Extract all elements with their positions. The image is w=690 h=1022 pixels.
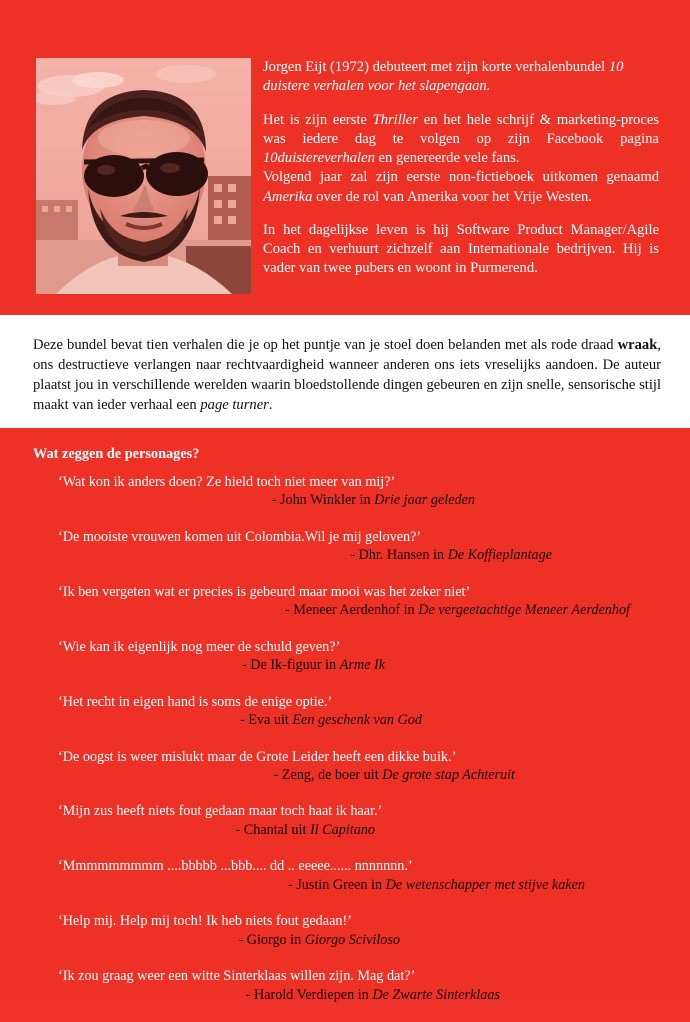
synopsis-part-b: , ons destructieve verlangen naar rechtvaardigheid wanneer anderen ons iets vreselijks aandoen. De auteur plaatst jou in verschillende werelden waarin bloedstollende dingen gebeuren en zijn snelle, sensorische stijl maakt van ieder verhaal een <box>33 337 661 414</box>
quote-story-title: Drie jaar geleden <box>374 492 475 509</box>
bio-p1-text: Jorgen Eijt (1972) debuteert met zijn korte verhalenbundel <box>263 59 609 75</box>
quote-attribution <box>0 546 690 564</box>
quote-attribution <box>0 876 690 894</box>
synopsis-part-a: Deze bundel bevat tien verhalen die je op het puntje van je stoel doen belanden met als rode draad <box>33 337 618 353</box>
quote-attribution <box>0 491 690 509</box>
author-bio <box>263 58 659 279</box>
quote-block <box>0 693 690 730</box>
bio-nonfiction-title: Amerika <box>263 188 313 205</box>
quote-text: ‘Ik zou graag weer een witte Sinterklaas willen zijn. Mag dat?’ <box>58 968 416 985</box>
quote-character-name: - Meneer Aerdenhof in <box>285 602 419 619</box>
quote-attribution <box>0 931 690 949</box>
quote-story-title: De wetenschapper met stijve kaken <box>385 876 585 893</box>
quote-text: ‘Ik ben vergeten wat er precies is gebeurd maar mooi was het zeker niet’ <box>58 583 471 600</box>
quote-block <box>0 473 690 510</box>
quotes-heading: Wat zeggen de personages? <box>33 446 200 462</box>
quote-story-title: De vergeetachtige Meneer Aerdenhof <box>418 602 630 619</box>
quote-attribution <box>0 711 690 729</box>
quote-block <box>0 802 690 839</box>
author-section <box>0 0 690 315</box>
quote-text: ‘Mmmmmmmmm ....bbbbb ...bbb.... dd .. eeeee...... nnnnnnn.’ <box>58 858 413 875</box>
quote-character-name: - John Winkler in <box>271 492 375 509</box>
synopsis-page-turner: page turner <box>200 397 269 414</box>
quote-attribution <box>0 986 690 1004</box>
quote-block <box>0 583 690 620</box>
quotes-list <box>0 473 690 1022</box>
quote-block <box>0 912 690 949</box>
synopsis-text <box>33 335 661 416</box>
quote-text: ‘Mijn zus heeft niets fout gedaan maar toch haat ik haar.’ <box>58 803 383 820</box>
quote-character-name: - Zeng, de boer uit <box>273 766 383 783</box>
quote-block <box>0 528 690 565</box>
bio-paragraph-3: In het dagelijkse leven is hij Software Product Manager/Agile Coach en verhuurt zichzelf aan Internationale bedrijven. Hij is vader van twee pubers en woont in Purmerend. <box>263 221 659 277</box>
quote-story-title: De Zwarte Sinterklaas <box>372 986 500 1003</box>
quote-text: ‘Wat kon ik anders doen? Ze hield toch niet meer van mij?’ <box>58 474 396 490</box>
character-quotes-section <box>0 428 690 1003</box>
bio-paragraph-1 <box>263 58 659 97</box>
bio-p2-text-c: en genereerde vele fans. <box>374 150 520 166</box>
quote-story-title: Een geschenk van God <box>292 712 422 729</box>
quote-text: ‘De mooiste vrouwen komen uit Colombia.Wil je mij geloven?’ <box>58 528 422 545</box>
bio-genre-emphasis: Thriller <box>372 111 419 128</box>
quote-block <box>0 857 690 894</box>
quote-text: ‘Het recht in eigen hand is soms de enige optie.’ <box>58 693 333 710</box>
author-portrait-icon <box>36 58 251 294</box>
bio-paragraph-2 <box>263 111 659 207</box>
quote-attribution <box>0 766 690 784</box>
bio-p2-text-d: over de rol van Amerika voor het Vrije Westen. <box>312 188 592 205</box>
synopsis-band <box>0 315 690 428</box>
quote-text: ‘Wie kan ik eigenlijk nog meer de schuld geven?’ <box>58 638 341 655</box>
synopsis-keyword-wraak: wraak <box>617 337 658 353</box>
author-photo <box>36 58 251 294</box>
quote-block <box>0 638 690 675</box>
bio-debut-title: 10 duistere verhalen voor het slapengaan. <box>263 59 624 95</box>
synopsis-part-c: . <box>268 397 273 414</box>
quote-story-title: De Koffieplantage <box>447 547 552 564</box>
quote-text: ‘Help mij. Help mij toch! Ik heb niets fout gedaan!’ <box>58 913 352 930</box>
quote-text: ‘De oogst is weer mislukt maar de Grote Leider heeft een dikke buik.’ <box>58 748 457 765</box>
quote-story-title: Il Capitano <box>309 821 375 838</box>
bio-p2-text-b: en het hele schrijf & marketing-proces was iedere dag te volgen op zijn Facebook pagina <box>263 111 659 147</box>
quote-character-name: - De Ik-figuur in <box>241 657 340 674</box>
quote-block <box>0 748 690 785</box>
quote-character-name: - Harold Verdiepen in <box>245 986 373 1003</box>
quote-character-name: - Dhr. Hansen in <box>350 547 448 564</box>
quote-attribution <box>0 656 690 674</box>
quote-character-name: - Justin Green in <box>287 876 386 893</box>
quote-character-name: - Chantal uit <box>235 821 310 838</box>
bio-facebook-page: 10duistereverhalen <box>263 150 375 166</box>
bio-p2-text-a: Het is zijn eerste <box>263 111 373 128</box>
quote-character-name: - Eva uit <box>239 712 293 729</box>
quote-story-title: De grote stap Achteruit <box>382 766 515 783</box>
quote-story-title: Arme Ik <box>339 657 385 674</box>
quote-attribution <box>0 601 690 619</box>
quote-attribution <box>0 821 690 839</box>
quote-story-title: Giorgo Sciviloso <box>304 931 400 948</box>
bio-p2-line2: Volgend jaar zal zijn eerste non-fictieboek uitkomen genaamd <box>263 169 659 186</box>
quote-block <box>0 967 690 1004</box>
quote-character-name: - Giorgo in <box>238 931 305 948</box>
